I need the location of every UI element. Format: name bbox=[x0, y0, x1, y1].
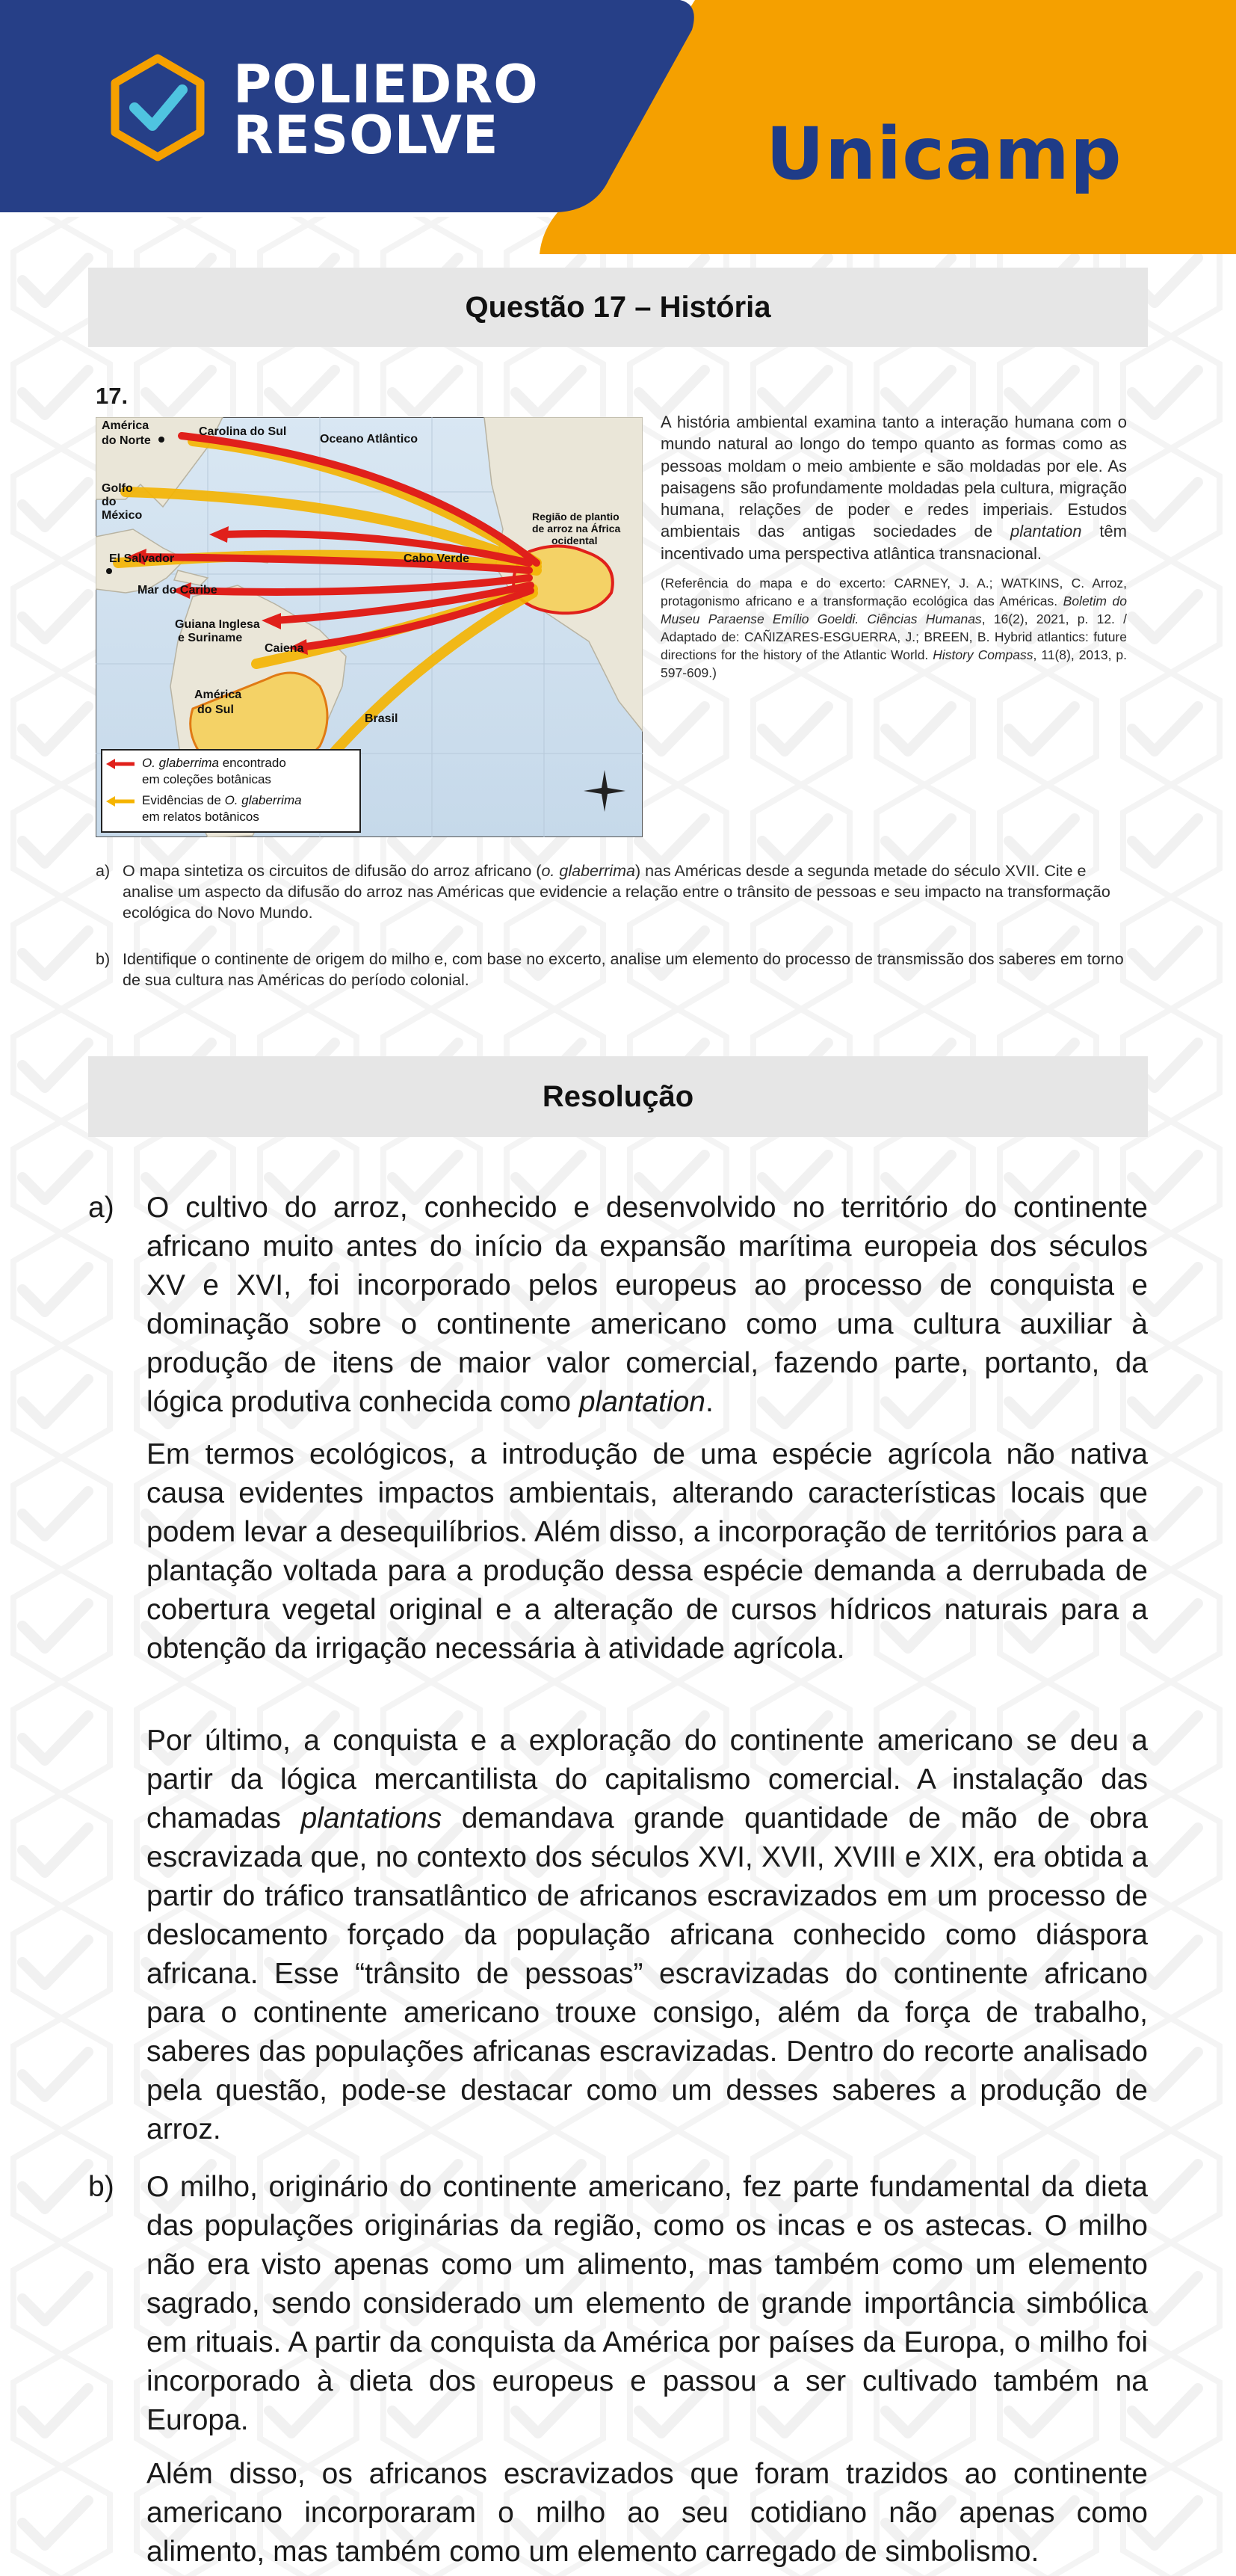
legend-2-text-b: em relatos botânicos bbox=[142, 810, 259, 824]
answer-b-paragraph-2: Além disso, os africanos escravizados que foram trazidos ao continente americano incorporaram o milho ao seu cotidiano não apenas como alimento, mas também como um elemento carregado de simbolismo. bbox=[146, 2458, 1148, 2568]
answer-a-paragraph-2: Em termos ecológicos, a introdução de uma espécie agrícola não nativa causa evidentes impactos ambientais, alterando características locais que podem levar a desequilíbrios. Além disso, a incorporação de territórios para a plantação voltada para a produção dessa espécie demanda a derrubada de cobertura vegetal original e a alteração de cursos hídricos naturais para a obtenção da irrigação necessária à atividade agrícola. bbox=[146, 1438, 1148, 1665]
label-el-salvador: El Salvador bbox=[109, 552, 175, 565]
header bbox=[0, 0, 1236, 258]
label-oceano: Oceano Atlântico bbox=[320, 433, 418, 446]
resolution-title: Resolução bbox=[542, 1079, 694, 1113]
legend-1-species: O. glaberrima bbox=[142, 756, 219, 770]
question-title-band bbox=[88, 268, 1148, 347]
map-legend bbox=[102, 750, 360, 832]
university-title: Unicamp bbox=[766, 112, 1122, 196]
question-item-b-label: b) bbox=[96, 950, 111, 968]
legend-1-text-a: encontrado bbox=[218, 756, 286, 770]
question-references: (Referência do mapa e do excerto: CARNEY, J. A.; WATKINS, C. Arroz, protagonismo africano e a transformação ecológica das Américas. Boletim do Museu Paraense Emílio Goeldi. Ciências Humanas, 16(2), 2021, p. 12. / Adaptado de: CAÑIZARES-ESGUERRA, J.; BREEN, B. Hybrid atlantics: future directions for the history of the Atlantic World. History Compass, 11(8), 2013, p. 597-609.) bbox=[661, 576, 1128, 680]
label-golfo-3: México bbox=[102, 509, 143, 522]
brand-name-line2: RESOLVE bbox=[233, 105, 499, 166]
label-cabo-verde: Cabo Verde bbox=[404, 552, 470, 565]
question-title: Questão 17 – História bbox=[465, 290, 771, 324]
label-golfo-1: Golfo bbox=[102, 482, 133, 495]
svg-text:O. glaberrima encontrado bbox=[142, 756, 286, 770]
label-america-norte-2: do Norte bbox=[102, 434, 151, 447]
svg-text:Evidências de O. glaberrima bbox=[142, 793, 302, 807]
label-brasil: Brasil bbox=[365, 712, 398, 725]
label-golfo-2: do bbox=[102, 496, 117, 508]
answer-a-paragraph-3: Por último, a conquista e a exploração do continente americano se deu a partir da lógica mercantilista do capitalismo comercial. A instalação das chamadas plantations demandava grande quantidade de mão de obra escravizada que, no contexto dos séculos XVI, XVII, XVIII e XIX, era obtida a partir do tráfico transatlântico de africanos escravizados em um processo de deslocamento forçado da população africana conhecido como diáspora africana. Esse “trânsito de pessoas” escravizadas do continente africano para o continente americano trouxe consigo, além da força de trabalho, saberes das populações africanas escravizadas. Dentro do recorte analisado pela questão, pode-se destacar como um desses saberes a produção de arroz. bbox=[146, 1725, 1148, 2145]
legend-2-text-a: Evidências de bbox=[142, 793, 225, 807]
brand-name-line1: POLIEDRO bbox=[233, 54, 539, 115]
label-regiao-3: ocidental bbox=[551, 534, 598, 546]
label-regiao-2: de arroz na África bbox=[532, 523, 621, 534]
legend-2-species: O. glaberrima bbox=[224, 793, 302, 807]
question-item-a: a) O mapa sintetiza os circuitos de difusão do arroz africano (o. glaberrima) nas Américas desde a segunda metade do século XVII. Cite e analise um aspecto da difusão do arroz nas Américas que evidencie a relação entre o trânsito de pessoas e seu impacto na transformação ecológica do Novo Mundo. bbox=[96, 862, 1110, 922]
label-mar-caribe: Mar do Caribe bbox=[137, 584, 217, 597]
label-caiena: Caiena bbox=[265, 642, 304, 655]
answer-b-paragraph-1: O milho, originário do continente americano, fez parte fundamental da dieta das populações originárias da região, como os incas e os astecas. O milho não era visto apenas como um alimento, mas também como um elemento sagrado, sendo considerado um elemento de grande importância simbólica em rituais. A partir da conquista da América por países da Europa, o milho foi incorporado à dieta dos europeus e passou a ser cultivado também na Europa. bbox=[146, 2171, 1148, 2436]
label-america-sul-2: do Sul bbox=[197, 703, 234, 716]
label-guiana-1: Guiana Inglesa bbox=[175, 618, 260, 631]
question-intro-text: A história ambiental examina tanto a interação humana com o mundo natural ao longo do tempo quanto as formas como as pessoas moldam o meio ambiente e são moldadas por ele. As paisagens são profundamente moldadas pela cultura, migração humana, relações de poder e redes imperiais. Estudos ambientais das antigas sociedades de plantation têm incentivado uma perspectiva atlântica transnacional. bbox=[661, 413, 1127, 563]
answer-a-paragraph-1: O cultivo do arroz, conhecido e desenvolvido no território do continente africano muito antes do início da expansão marítima europeia dos séculos XV e XVI, foi incorporado pelos europeus ao processo de conquista e dominação sobre o continente americano como uma cultura auxiliar à produção de itens de maior valor comercial, fazendo parte, portanto, da lógica produtiva conhecida como plantation. bbox=[146, 1192, 1148, 1418]
answer-a-label: a) bbox=[88, 1192, 114, 1224]
question-number: 17. bbox=[96, 383, 129, 409]
label-regiao-1: Região de plantio bbox=[532, 511, 619, 523]
answer-b-label: b) bbox=[88, 2171, 114, 2203]
label-guiana-2: e Suriname bbox=[178, 632, 243, 644]
label-america-sul-1: América bbox=[194, 688, 242, 701]
question-item-a-label: a) bbox=[96, 862, 111, 880]
label-carolina: Carolina do Sul bbox=[199, 425, 287, 438]
label-america-norte-1: América bbox=[102, 419, 149, 432]
legend-1-text-b: em coleções botânicas bbox=[142, 772, 271, 786]
question-item-b: b) Identifique o continente de origem do milho e, com base no excerto, analise um elemento do processo de transmissão dos saberes em torno de sua cultura nas Américas do período colonial. bbox=[96, 950, 1124, 989]
rice-diffusion-map bbox=[96, 417, 643, 837]
resolution-title-band bbox=[88, 1056, 1148, 1137]
